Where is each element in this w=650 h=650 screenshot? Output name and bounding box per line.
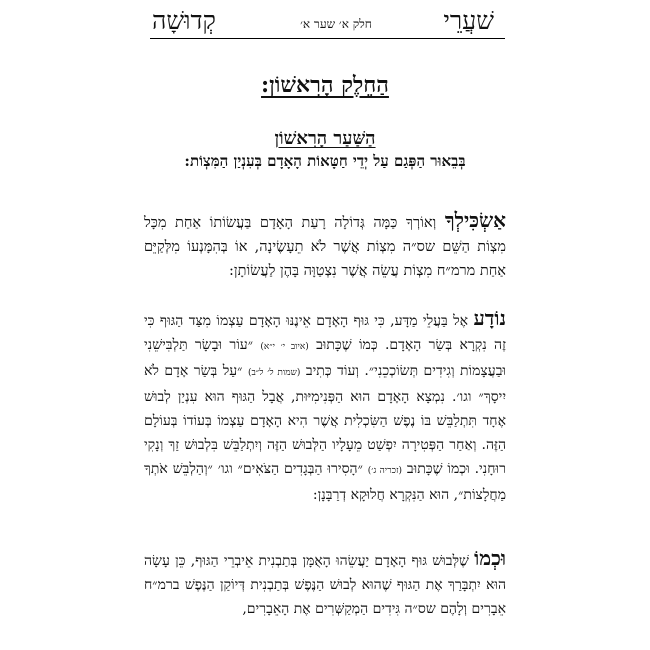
header-rule [150, 38, 505, 39]
header-book-title-first-word: שׁעֲרֵי [443, 6, 494, 35]
paragraph-1 [144, 208, 506, 283]
paragraph-2-text-b: ״עוֹר וּבָשָׂר תַּלְבִּישֵׁנִי וּבַעֲצָמוֹת וְגִידִים תְּשׂוֹכְכֵנִי״. וְעוֹד כְּתִיב [144, 337, 507, 379]
paragraph-3 [144, 546, 506, 621]
paragraph-2-text-a: אֶל בַּעֲלֵי מַדָּע, כִּי גּוּף הָאָדָם אֵינֶנּוּ הָאָדָם עַצְמוֹ מִצַּד הַגּוּף כִּי זֶה נִקְרָא בְּשַׂר הָאָדָם. כְּמוֹ שֶׁכָּתוּב [144, 313, 507, 353]
gate-title: הַשַּׁעַר הָרִאשׁוֹן [274, 128, 376, 149]
paragraph-3-lead-word: וּכְמוֹ [474, 546, 506, 570]
paragraph-3-text: שֶׁלְּבוּשׁ גּוּף הָאָדָם יַעֲשֵׂהוּ הָאֻמָּן בְּתַבְנִית אֵיבְרֵי הַגּוּף, כֵּן עָשָׂה הוּא יִתְבָּרַךְ אֶת הַגּוּף שֶׁהוּא לְבוּשׁ הַנֶּפֶשׁ בְּתַבְנִית דְּיוֹקַן הַנֶּפֶשׁ ברמ״ח אֵבָרִים וְלָהֶם שס״ה גִּידִים הַמְקַשְּׁרִים אֶת הָאֵבָרִים, [144, 553, 506, 617]
citation-iyov: (איוב י׳ י״א) [260, 342, 309, 352]
header-book-title-second-word: קְדוּשָׁה [152, 6, 216, 35]
header-part-gate: חלק א׳ שער א׳ [300, 17, 372, 31]
paragraph-2 [144, 306, 506, 507]
citation-shemot: (שמות ל׳ ל״ב) [247, 368, 301, 378]
running-header [150, 6, 500, 40]
paragraph-2-lead-word: נוֹדָע [473, 306, 506, 330]
paragraph-2-text-d: ״הָסִירוּ הַבְּגָדִים הַצֹּאִים״ וגו׳ ״וְהַלְבֵּשׁ אֹתְךָ מַחֲלָצוֹת״, הוּא הַנִּקְרָא חֲלוּקָא דְרַבָּנָן: [144, 461, 506, 503]
paragraph-1-text: וְאוֹרְךָ כַּמָּה גְּדוֹלָה רָעַת הָאָדָם בַּעֲשׂוֹתוֹ אַחַת מִכָּל מִצְוֹת הַשֵּׁם שס״ה מִצְוֹת אֲשֶׁר לֹא תֵעָשֶׂינָה, אוֹ בְּהִמָּנְעוֹ מִלְּקַיֵּם אַחַת מרמ״ח מִצְוֹת עֲשֵׂה אֲשֶׁר נִצְטַוָּה בָּהֶן לַעֲשׂוֹתָן: [144, 215, 506, 279]
paragraph-2-text-c: ״עַל בְּשַׂר אָדָם לֹא יִיסָךְ״ וגו׳. נִמְצָא הָאָדָם הוּא הַפְּנִימִיּוּת, אֲבָל הַגּוּף הוּא עִנְיַן לְבוּשׁ אֶחָד תִּתְלַבֵּשׁ בּוֹ נֶפֶשׁ הַשִּׂכְלִית אֲשֶׁר הִיא הָאָדָם עַצְמוֹ בְּעוֹדוֹ בְּעוֹלָם הַזֶּה. וְאַחַר הַפְּטִירָה יִפְשַׁט מֵעָלָיו הַלְּבוּשׁ הַזֶּה וְיִתְלַבֵּשׁ בִּלְבוּשׁ זַךְ וְנָקִי רוּחָנִי. וּכְמוֹ שֶׁכָּתוּב [144, 363, 506, 477]
paragraph-1-lead-word: אַשְׂכִּילְךָ [444, 208, 507, 232]
gate-subtitle: בְּבֵאוּר הַפְּגַם עַל יְדֵי חַטָּאוֹת הָאָדָם בְּעִנְיַן הַמִּצְוֹת: [184, 152, 466, 170]
part-title: הַחֵלֶק הָרִאשׁוֹן: [261, 72, 389, 98]
citation-zecharia: (זכריה ג׳) [367, 466, 403, 476]
